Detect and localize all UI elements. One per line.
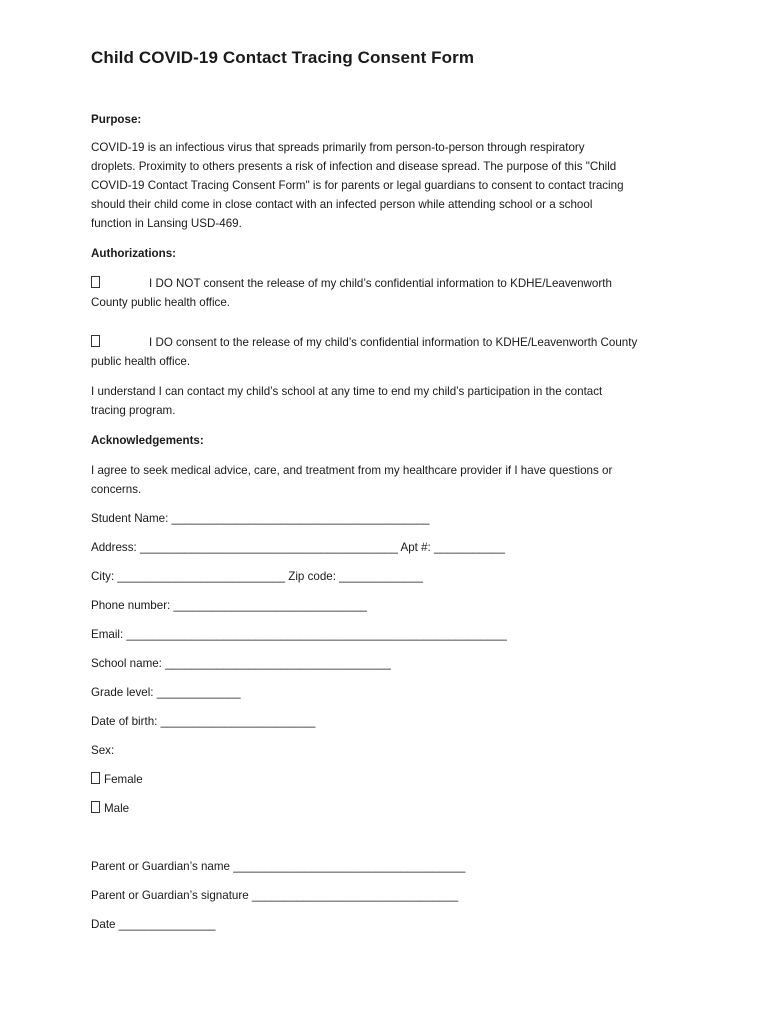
consent-do-checkbox[interactable] <box>91 335 100 347</box>
city-zip-field[interactable]: City: __________________________ Zip code: _____________ <box>91 570 424 583</box>
date-of-birth-field[interactable]: Date of birth: ________________________ <box>91 715 316 728</box>
sex-female-option <box>91 770 691 789</box>
purpose-line: droplets. Proximity to others presents a risk of infection and disease spread. The purpose of this "Child <box>91 160 617 173</box>
phone-field[interactable]: Phone number: ______________________________ <box>91 599 367 612</box>
consent-not-option <box>91 274 691 312</box>
female-checkbox[interactable] <box>91 772 100 784</box>
female-label: Female <box>104 773 143 786</box>
form-title: Child COVID-19 Contact Tracing Consent Form <box>91 48 475 67</box>
consent-form-page <box>91 48 691 934</box>
purpose-line: should their child come in close contact with an infected person while attending school or a school <box>91 198 593 211</box>
acknowledgements-line: concerns. <box>91 483 142 496</box>
purpose-line: COVID-19 is an infectious virus that spreads primarily from person-to-person through respiratory <box>91 141 585 154</box>
male-checkbox[interactable] <box>91 801 100 813</box>
acknowledgements-paragraph <box>91 461 691 499</box>
consent-not-label-cont: County public health office. <box>91 296 231 309</box>
understand-paragraph <box>91 382 691 420</box>
consent-do-label: I DO consent to the release of my child’s confidential information to KDHE/Leavenworth County <box>149 336 638 349</box>
consent-do-option <box>91 333 691 371</box>
school-name-field[interactable]: School name: ___________________________________ <box>91 657 391 670</box>
student-name-field[interactable]: Student Name: ________________________________________ <box>91 512 430 525</box>
email-field[interactable]: Email: ___________________________________________________________ <box>91 628 507 641</box>
consent-not-label: I DO NOT consent the release of my child’s confidential information to KDHE/Leavenworth <box>149 277 612 290</box>
consent-do-label-cont: public health office. <box>91 355 191 368</box>
authorizations-heading: Authorizations: <box>91 247 177 260</box>
sex-male-option <box>91 799 691 818</box>
guardian-signature-field[interactable]: Parent or Guardian’s signature ________________________________ <box>91 889 459 902</box>
male-label: Male <box>104 802 130 815</box>
purpose-line: COVID-19 Contact Tracing Consent Form" is for parents or legal guardians to consent to contact tracing <box>91 179 624 192</box>
consent-not-checkbox[interactable] <box>91 276 100 288</box>
address-field[interactable]: Address: ________________________________________ Apt #: ___________ <box>91 541 505 554</box>
acknowledgements-heading: Acknowledgements: <box>91 434 204 447</box>
grade-level-field[interactable]: Grade level: _____________ <box>91 686 241 699</box>
purpose-paragraph <box>91 138 691 233</box>
understand-line: tracing program. <box>91 404 176 417</box>
purpose-line: function in Lansing USD-469. <box>91 217 242 230</box>
sex-label: Sex: <box>91 744 115 757</box>
purpose-heading: Purpose: <box>91 113 142 126</box>
understand-line: I understand I can contact my child’s school at any time to end my child’s participation in the contact <box>91 385 603 398</box>
acknowledgements-line: I agree to seek medical advice, care, and treatment from my healthcare provider if I have questions or <box>91 464 613 477</box>
date-field[interactable]: Date _______________ <box>91 918 216 931</box>
guardian-name-field[interactable]: Parent or Guardian’s name ____________________________________ <box>91 860 466 873</box>
